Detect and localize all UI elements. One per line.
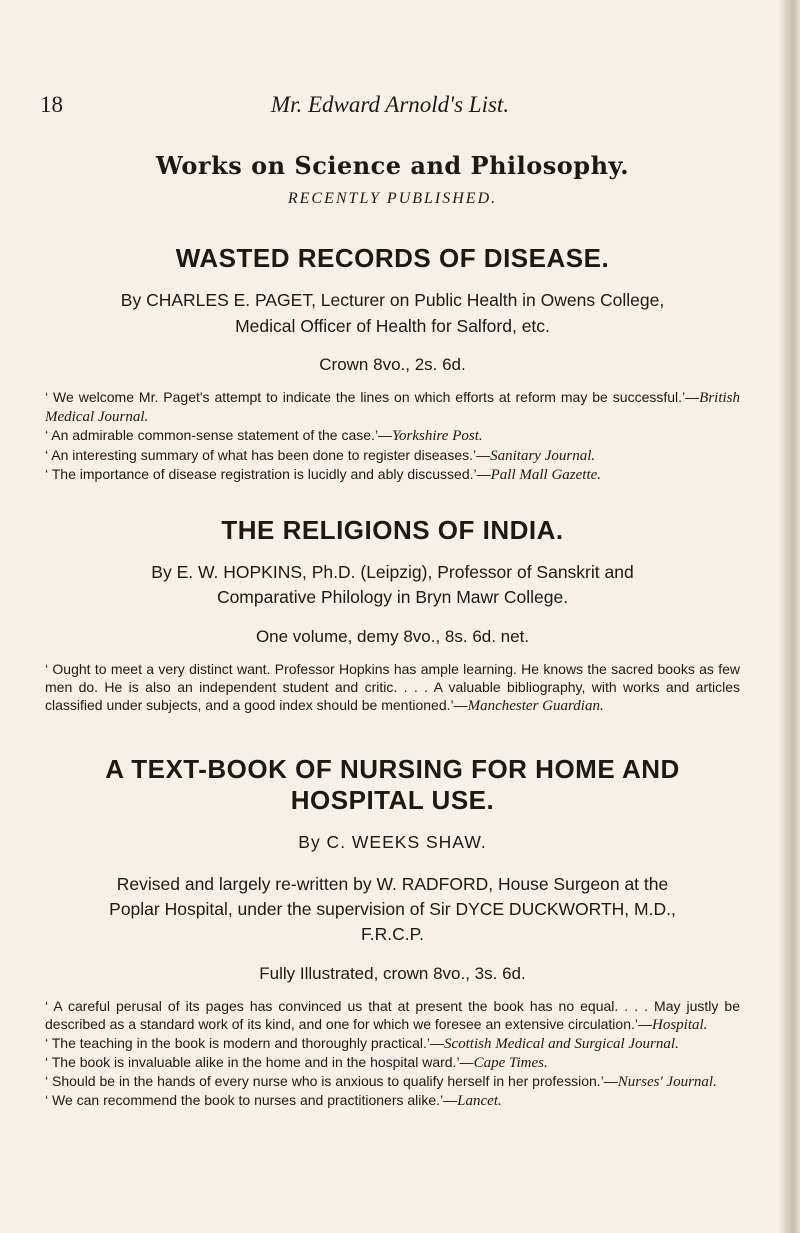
review-text: ‘ The teaching in the book is modern and thoroughly practical.’— [45, 1034, 444, 1051]
author-line: By E. W. HOPKINS, Ph.D. (Leipzig), Professor of Sanskrit and [151, 562, 634, 583]
review-quote [45, 389, 740, 427]
book-entry [45, 515, 740, 716]
book-edition: One volume, demy 8vo., 8s. 6d. net. [255, 626, 530, 646]
review-source: Yorkshire Post. [392, 428, 483, 445]
review-source: Scottish Medical and Surgical Journal. [443, 1035, 679, 1052]
review-text: ‘ An admirable common-sense statement of the case.’— [45, 427, 393, 444]
book-title-line: HOSPITAL USE. [290, 785, 495, 815]
book-title [45, 243, 740, 274]
review-text: ‘ Should be in the hands of every nurse who is anxious to qualify herself in her profession.’— [45, 1073, 618, 1090]
book-edition: Crown 8vo., 2s. 6d. [319, 354, 466, 374]
author-line: Comparative Philology in Bryn Mawr College. [216, 587, 569, 608]
revision-line: Revised and largely re-written by W. RADFORD, House Surgeon at the [116, 873, 669, 894]
review-text: ‘ We welcome Mr. Paget's attempt to indicate the lines on which efforts at reform may be successful.’— [45, 388, 700, 405]
author-line: By C. WEEKS SHAW. [298, 832, 487, 853]
review-text: ‘ The importance of disease registration is lucidly and ably discussed.’— [45, 465, 491, 482]
book-author [45, 560, 740, 611]
review-source: Manchester Guardian. [467, 697, 604, 714]
page-content [45, 145, 740, 1112]
review-source: Sanitary Journal. [490, 447, 596, 464]
review-quote [45, 1073, 740, 1092]
section-subheading: RECENTLY PUBLISHED. [287, 190, 498, 207]
review-text: ‘ Ought to meet a very distinct want. Professor Hopkins has ample learning. He knows the sacred books as few men do. He is also an independent student and critic. . . . A valuable bibliography, with works and articles classified under subjects, and a good index should be mentioned.’— [45, 660, 740, 713]
review-quote [45, 661, 740, 716]
review-source: Nurses' Journal. [617, 1074, 717, 1091]
review-text: ‘ The book is invaluable alike in the home and in the hospital ward.’— [45, 1053, 474, 1070]
book-title-line: THE RELIGIONS OF INDIA. [221, 514, 564, 545]
review-quote [45, 998, 740, 1035]
review-text: ‘ An interesting summary of what has been done to register diseases.’— [45, 446, 491, 463]
review-text: ‘ We can recommend the book to nurses and practitioners alike.’— [45, 1092, 458, 1109]
page-number: 18 [40, 92, 63, 117]
review-source: Lancet. [457, 1093, 502, 1110]
book-entry [45, 243, 740, 485]
book-title [45, 515, 740, 546]
review-quote [45, 466, 740, 485]
book-revision [45, 872, 740, 948]
review-source: Cape Times. [473, 1054, 548, 1071]
review-source: British Medical Journal. [45, 389, 740, 426]
review-quote [45, 427, 740, 446]
book-title-line: A TEXT-BOOK OF NURSING FOR HOME AND [105, 753, 680, 784]
book-edition: Fully Illustrated, crown 8vo., 3s. 6d. [259, 963, 526, 983]
review-text: ‘ A careful perusal of its pages has convinced us that at present the book has no equal. . . . May justly be described as a standard work of its kind, and one for which we foresee an extensive circulation.’— [45, 997, 740, 1032]
review-quote [45, 1054, 740, 1073]
revision-line: Poplar Hospital, under the supervision of Sir DYCE DUCKWORTH, M.D., [109, 898, 676, 919]
author-line: By CHARLES E. PAGET, Lecturer on Public Health in Owens College, [120, 290, 665, 311]
book-title [45, 754, 740, 816]
review-source: Hospital. [651, 1016, 708, 1033]
review-quote [45, 1035, 740, 1054]
spacer [45, 485, 740, 515]
running-title: Mr. Edward Arnold's List. [270, 92, 510, 117]
book-author [45, 288, 740, 339]
book-title-line: WASTED RECORDS OF DISEASE. [175, 243, 610, 273]
author-line: Medical Officer of Health for Salford, etc. [235, 315, 550, 336]
section-heading: Works on Science and Philosophy. [155, 151, 630, 180]
page-edge [778, 0, 800, 1233]
review-source: Pall Mall Gazette. [490, 466, 602, 483]
page-header [40, 92, 740, 122]
book-entry [45, 754, 740, 1112]
revision-line: F.R.C.P. [361, 924, 424, 945]
review-quote [45, 447, 740, 466]
book-author [45, 830, 740, 855]
spacer [45, 716, 740, 754]
review-quote [45, 1092, 740, 1111]
